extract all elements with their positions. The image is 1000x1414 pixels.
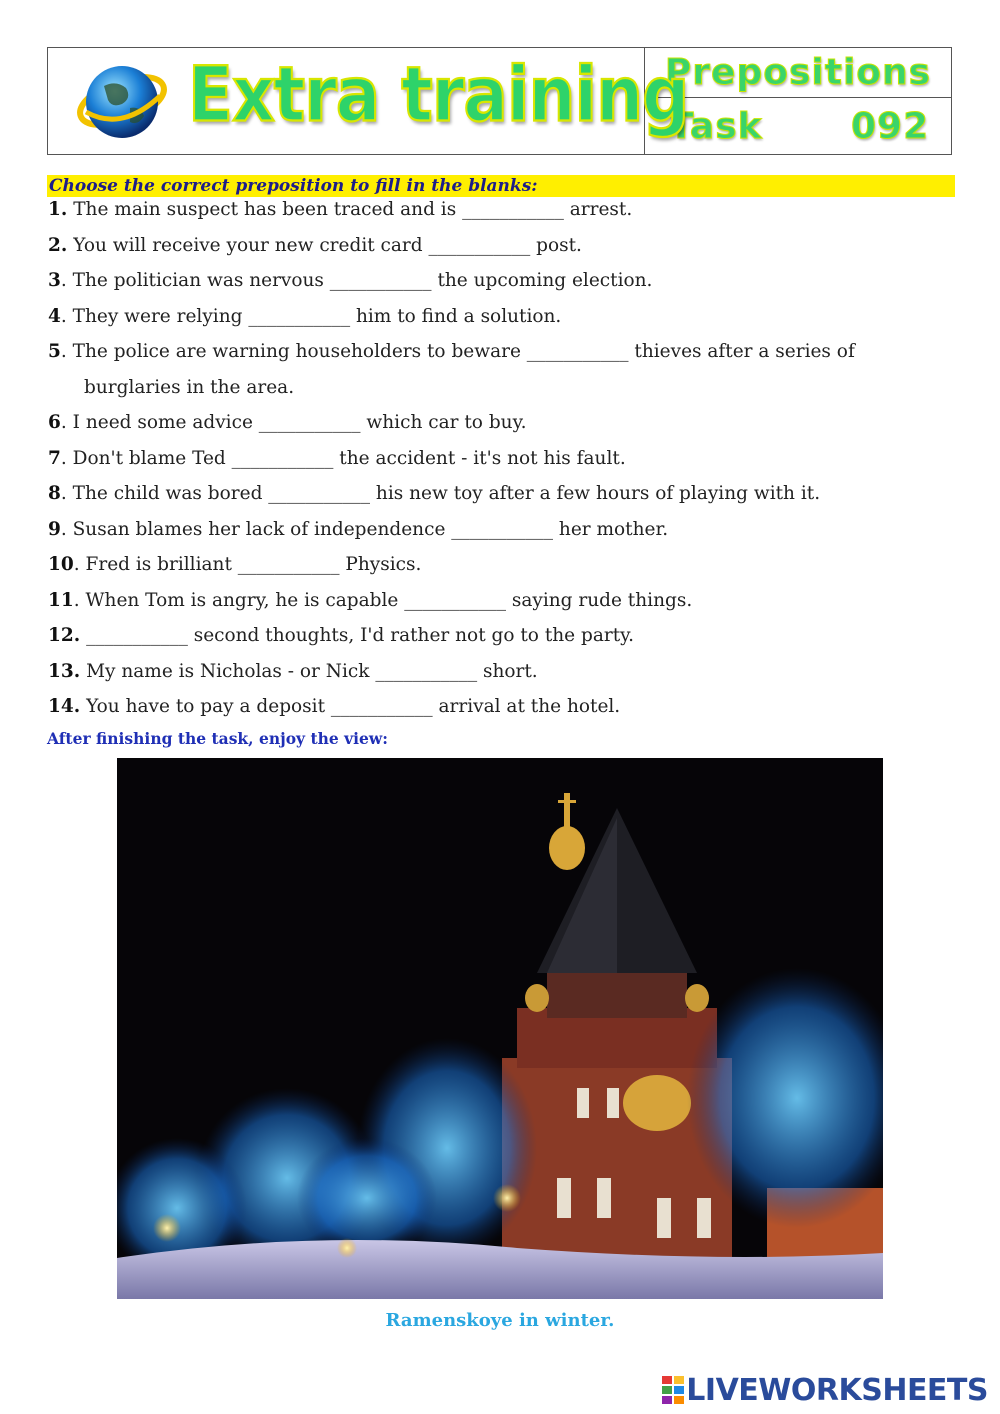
question-number: 7: [48, 447, 61, 469]
question-number: 8: [48, 483, 61, 504]
question-item: [48, 441, 953, 477]
question-text: . They were relying ___________ him to find a solution.: [60, 305, 562, 327]
question-number: 4: [48, 305, 61, 327]
question-text: . Susan blames her lack of independence ___________ her mother.: [60, 518, 669, 540]
globe-icon: [74, 56, 170, 146]
question-item: [48, 618, 953, 654]
question-item: [48, 512, 953, 548]
question-text: You have to pay a deposit ___________ arrival at the hotel.: [80, 696, 621, 717]
question-number: 6: [48, 412, 61, 433]
after-task-note: After finishing the task, enjoy the view:: [47, 729, 388, 748]
liveworksheets-wordmark: LIVEWORKSHEETS: [686, 1372, 988, 1408]
question-text: burglaries in the area.: [84, 376, 295, 398]
question-number: 14.: [48, 696, 81, 717]
question-number: 2.: [48, 234, 68, 256]
question-number: 13.: [48, 660, 81, 682]
question-item: [48, 654, 953, 690]
question-number: 5: [48, 341, 61, 362]
question-item: [48, 263, 953, 299]
question-item: [48, 583, 953, 619]
question-text: . The politician was nervous ___________ the upcoming election.: [60, 270, 653, 291]
question-item: [48, 192, 953, 228]
question-text: . Don't blame Ted ___________ the accident - it's not his fault.: [60, 447, 626, 469]
header-task-cell: [645, 48, 951, 154]
question-item: [48, 476, 953, 512]
question-continuation: [48, 370, 953, 406]
instruction-bar: Choose the correct preposition to fill in the blanks:: [47, 175, 955, 197]
topic-label: Prepositions: [664, 52, 932, 93]
question-text: . I need some advice ___________ which car to buy.: [60, 412, 527, 433]
liveworksheets-icon: [662, 1376, 684, 1404]
topic-cell: [645, 48, 951, 98]
question-number: 12.: [48, 625, 81, 646]
question-item: [48, 547, 953, 583]
question-text: . When Tom is angry, he is capable ___________ saying rude things.: [73, 589, 693, 611]
questions-list: [48, 192, 953, 725]
question-item: [48, 334, 953, 370]
question-text: You will receive your new credit card ___________ post.: [67, 234, 582, 256]
task-number: 092: [851, 105, 930, 147]
question-item: [48, 405, 953, 441]
header-brand-cell: [48, 48, 689, 154]
church-winter-photo: [117, 758, 883, 1299]
question-item: [48, 689, 953, 725]
question-number: 11: [48, 589, 74, 611]
question-item: [48, 228, 953, 264]
task-label: Task: [669, 105, 763, 147]
question-number: 9: [48, 518, 61, 540]
question-number: 3: [48, 270, 61, 291]
brand-title: Extra training: [188, 50, 689, 139]
photo-caption: Ramenskoye in winter.: [385, 1310, 615, 1331]
question-text: My name is Nicholas - or Nick ___________ short.: [80, 660, 538, 682]
question-text: ___________ second thoughts, I'd rather not go to the party.: [80, 625, 635, 646]
question-text: . Fred is brilliant ___________ Physics.: [73, 554, 422, 575]
task-cell: [645, 98, 951, 154]
question-number: 1.: [48, 199, 68, 220]
liveworksheets-logo: [662, 1372, 988, 1408]
question-text: . The child was bored ___________ his new toy after a few hours of playing with it.: [60, 483, 821, 504]
question-text: . The police are warning householders to beware ___________ thieves after a series of: [60, 341, 855, 362]
worksheet-header: [47, 47, 952, 155]
question-number: 10: [48, 554, 74, 575]
question-item: [48, 299, 953, 335]
question-text: The main suspect has been traced and is ___________ arrest.: [67, 199, 633, 220]
